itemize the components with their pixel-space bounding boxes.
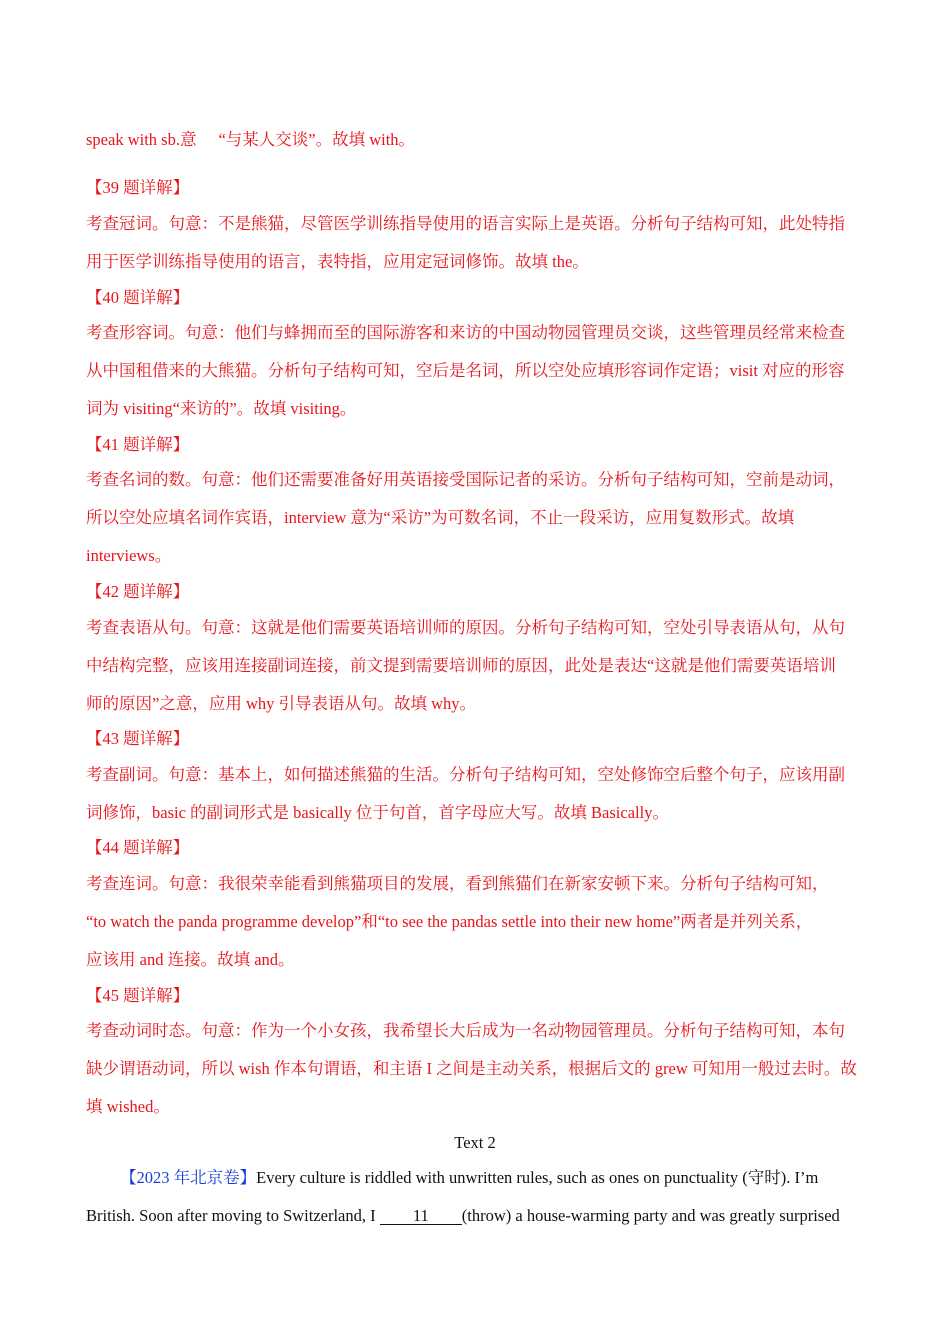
- intro-line: [86, 130, 876, 150]
- intro-text-a: speak with sb.意: [86, 130, 197, 149]
- q40-heading: 【40 题详解】: [86, 288, 190, 307]
- q39-heading: 【39 题详解】: [86, 178, 190, 197]
- q42-line-1: 考查表语从句。句意：这就是他们需要英语培训师的原因。分析句子结构可知，空处引导表语从句，从句: [86, 618, 845, 637]
- text2-line-1: [120, 1168, 910, 1188]
- q45-line-3: 填 wished。: [86, 1097, 170, 1116]
- q40-line-1: 考查形容词。句意：他们与蜂拥而至的国际游客和来访的中国动物园管理员交谈，这些管理员经常来检查: [86, 323, 845, 342]
- q40-line-3: 词为 visiting“来访的”。故填 visiting。: [86, 399, 357, 418]
- q45-heading: 【45 题详解】: [86, 986, 190, 1005]
- q44-line-2: “to watch the panda programme develop”和“to see the pandas settle into their new home”两者是并列关系，: [86, 912, 813, 931]
- text2-title: Text 2: [454, 1133, 496, 1152]
- q43-heading: 【43 题详解】: [86, 729, 190, 748]
- text2-line-2-before: British. Soon after moving to Switzerland, I: [86, 1206, 376, 1225]
- q42-heading: 【42 题详解】: [86, 582, 190, 601]
- q45-line-2: 缺少谓语动词，所以 wish 作本句谓语，和主语 I 之间是主动关系，根据后文的 grew 可知用一般过去时。故: [86, 1059, 857, 1078]
- q41-heading: 【41 题详解】: [86, 435, 190, 454]
- q41-line-1: 考查名词的数。句意：他们还需要准备好用英语接受国际记者的采访。分析句子结构可知，空前是动词，: [86, 470, 845, 489]
- text2-line-2: [86, 1206, 876, 1226]
- intro-text-b: “与某人交谈”。故填 with。: [218, 130, 416, 149]
- q45-line-1: 考查动词时态。句意：作为一个小女孩，我希望长大后成为一名动物园管理员。分析句子结构可知，本句: [86, 1021, 845, 1040]
- q43-line-2: 词修饰，basic 的副词形式是 basically 位于句首，首字母应大写。故填 Basically。: [86, 803, 669, 822]
- q39-line-1: 考查冠词。句意：不是熊猫，尽管医学训练指导使用的语言实际上是英语。分析句子结构可知，此处特指: [86, 214, 845, 233]
- q44-line-1: 考查连词。句意：我很荣幸能看到熊猫项目的发展，看到熊猫们在新家安顿下来。分析句子结构可知，: [86, 874, 829, 893]
- text2-line-1-text: Every culture is riddled with unwritten rules, such as ones on punctuality (守时). I’m: [256, 1168, 819, 1187]
- q44-line-3: 应该用 and 连接。故填 and。: [86, 950, 295, 969]
- q40-line-2: 从中国租借来的大熊猫。分析句子结构可知，空后是名词，所以空处应填形容词作定语；visit 对应的形容: [86, 361, 845, 380]
- q43-line-1: 考查副词。句意：基本上，如何描述熊猫的生活。分析句子结构可知，空处修饰空后整个句子，应该用副: [86, 765, 845, 784]
- blank-11[interactable]: 11: [380, 1208, 462, 1225]
- text2-line-2-after: (throw) a house-warming party and was greatly surprised: [461, 1206, 840, 1225]
- q42-line-2: 中结构完整，应该用连接副词连接，前文提到需要培训师的原因，此处是表达“这就是他们需要英语培训: [86, 656, 836, 675]
- q44-heading: 【44 题详解】: [86, 838, 190, 857]
- text2-source-tag: 【2023 年北京卷】: [120, 1168, 257, 1187]
- q39-line-2: 用于医学训练指导使用的语言，表特指，应用定冠词修饰。故填 the。: [86, 252, 589, 271]
- q41-line-3: interviews。: [86, 546, 172, 565]
- q42-line-3: 师的原因”之意，应用 why 引导表语从句。故填 why。: [86, 694, 477, 713]
- q41-line-2: 所以空处应填名词作宾语，interview 意为“采访”为可数名词，不止一段采访，应用复数形式。故填: [86, 508, 795, 527]
